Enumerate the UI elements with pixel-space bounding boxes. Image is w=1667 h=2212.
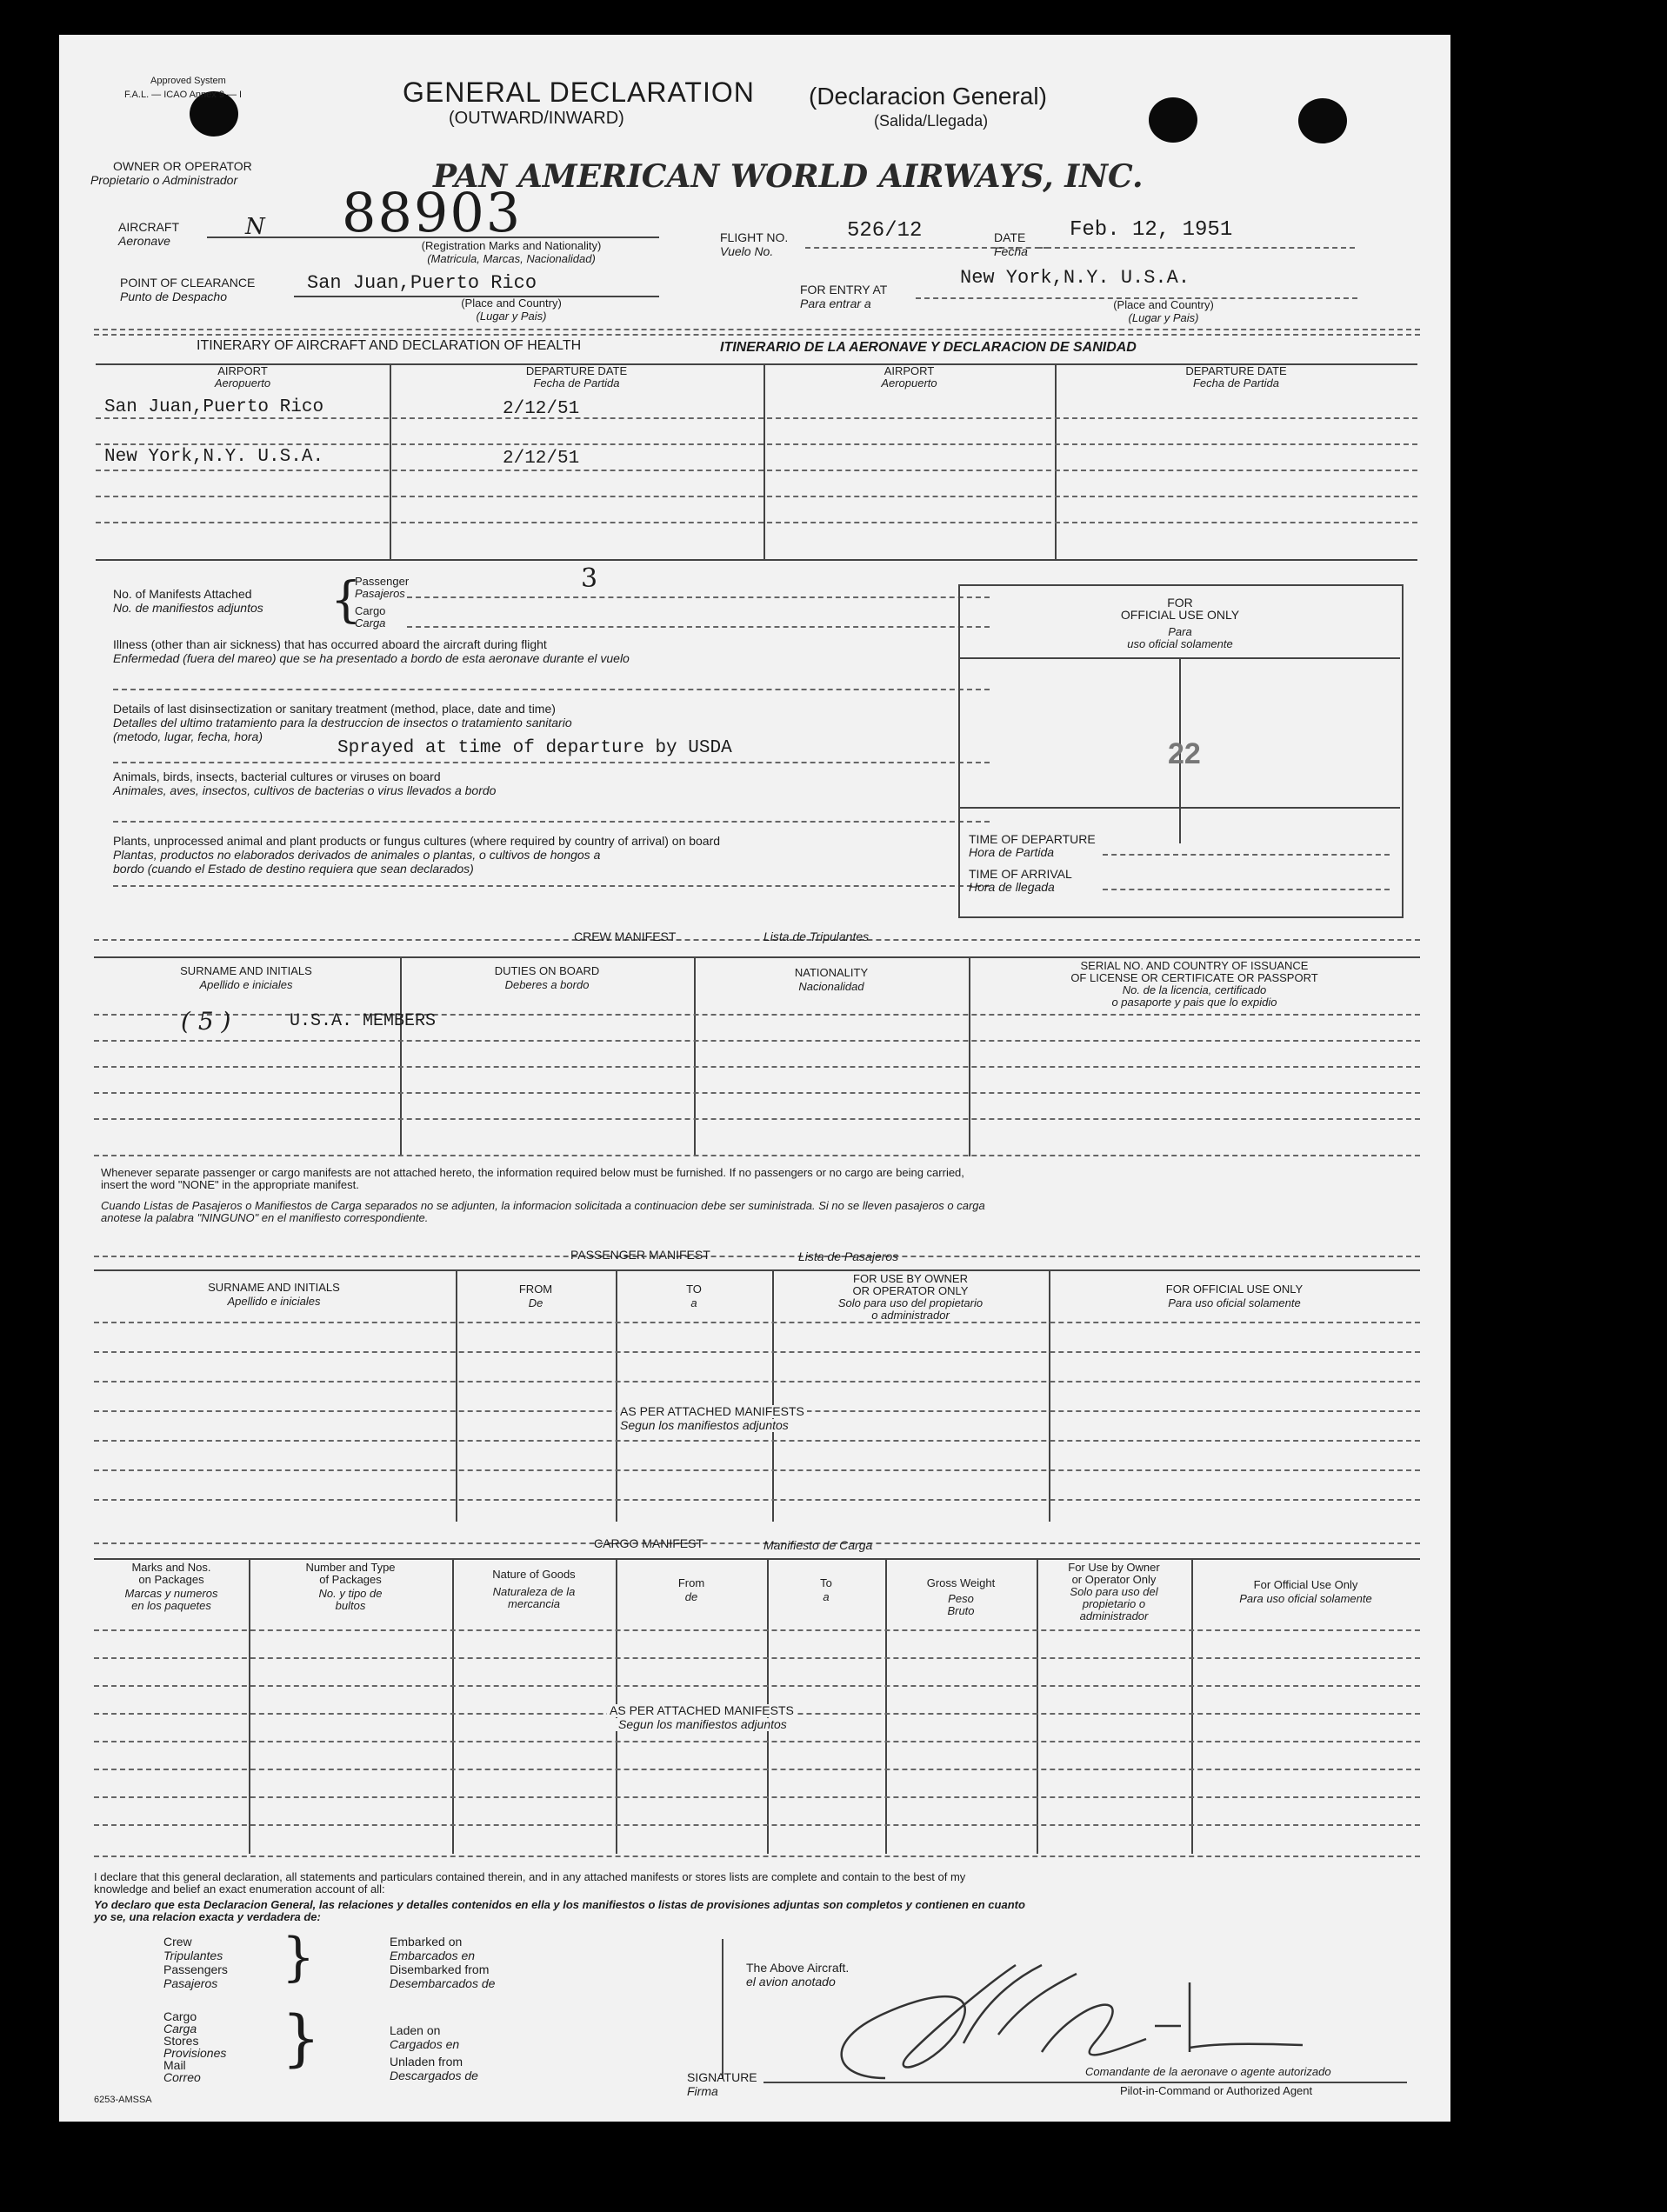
cargo-col-owner-es: Solo para uso del [1070,1585,1158,1598]
pax-note-es: Segun los manifiestos adjuntos [617,1419,791,1432]
pax-col-to-es: a [690,1296,697,1309]
flight-value: 526/12 [847,219,923,243]
decl-mail: Mail [163,2058,186,2072]
decl-passengers: Passengers [163,1962,228,1976]
cargo-col-nature-es: Naturaleza de la [492,1585,576,1598]
aircraft-label: AIRCRAFT [118,220,179,234]
departure-label-es: Hora de Partida [969,845,1055,859]
row-line [96,496,1417,497]
itinerary-airport-1: San Juan,Puerto Rico [104,397,324,417]
agent-label: Pilot-in-Command or Authorized Agent [1120,2084,1313,2097]
decl-laden: Laden on [390,2023,441,2037]
decl-aircraft: The Above Aircraft. [746,1961,850,1975]
official-divider [960,807,1400,809]
decl-crew-es: Tripulantes [163,1949,223,1962]
flight-label-es: Vuelo No. [720,244,774,258]
brace-icon: } [282,1927,316,1988]
arrival-label: TIME OF ARRIVAL [969,867,1072,881]
official-stamp: 22 [1168,737,1201,770]
decl-unladen-es: Descargados de [390,2069,478,2082]
clearance-note: (Place and Country) [461,296,562,310]
cargo-col-official: For Official Use Only [1253,1578,1358,1591]
row-line [94,1381,1420,1382]
punch-hole [1149,97,1197,143]
agent-label-es: Comandante de la aeronave o agente autorizado [1085,2065,1331,2078]
row-line [94,1118,1420,1120]
row-line [94,1351,1420,1353]
itinerary-col [763,363,765,559]
itinerary-date-1: 2/12/51 [503,399,580,419]
passenger-label-es: Pasajeros [355,587,405,600]
decl-aircraft-es: el avion anotado [746,1975,836,1989]
pax-col-official-es: Para uso oficial solamente [1168,1296,1301,1309]
entry-label-es: Para entrar a [800,296,871,310]
pax-col-to: TO [686,1283,702,1296]
divider [94,1256,1420,1257]
clearance-label-es: Punto de Despacho [120,290,227,303]
passenger-line [407,596,990,598]
row-line [94,1322,1420,1323]
passenger-label: Passenger [355,575,410,588]
crew-title-es: Lista de Tripulantes [763,929,870,943]
cargo-col-number-es-2: bultos [335,1599,366,1612]
signature-mark [781,1948,1320,2104]
decl-embarked-es: Embarcados en [390,1949,476,1962]
form-subtitle-es: (Salida/Llegada) [874,112,989,130]
divider [94,1155,1420,1156]
illness-label: Illness (other than air sickness) that has occurred aboard the aircraft during flight [113,637,547,651]
cargo-col-marks-es-2: en los paquetes [131,1599,211,1612]
divider [94,1856,1420,1857]
date-label: DATE [994,230,1026,244]
clearance-value: San Juan,Puerto Rico [307,272,537,294]
row-line [94,1629,1420,1631]
bracket-line [722,1939,723,2078]
signature-line [763,2082,1407,2083]
form-subtitle: (OUTWARD/INWARD) [449,109,624,128]
cargo-note: AS PER ATTACHED MANIFESTS [607,1704,797,1717]
plants-label-es2: bordo (cuando el Estado de destino requiera que sean declarados) [113,862,474,876]
passengers-title: PASSENGER MANIFEST [570,1248,710,1262]
date-label-es: Fecha [994,244,1028,258]
instruction-4: anotese la palabra "NINGUNO" en el manifiesto correspondiente. [101,1211,429,1224]
cargo-col-marks: Marks and Nos. [131,1561,211,1574]
cargo-col-number: Number and Type [305,1561,396,1574]
cargo-top [94,1558,1420,1560]
cargo-col-owner: For Use by Owner [1068,1561,1160,1574]
form-title-es: (Declaracion General) [809,83,1047,110]
itinerary-col [390,363,391,559]
aircraft-value: 88903 [342,181,523,244]
divider [94,939,1420,941]
form-number: 6253-AMSSA [94,2095,152,2105]
cargo-col-number-es: No. y tipo de [318,1587,383,1600]
registration-note: (Registration Marks and Nationality) [421,239,602,252]
cargo-col-nature: Nature of Goods [492,1568,576,1581]
col-departure-es-2: Fecha de Partida [1192,376,1279,390]
pax-note: AS PER ATTACHED MANIFESTS [617,1405,807,1418]
decl-stores-es: Provisiones [163,2046,227,2060]
decl-passengers-es: Pasajeros [163,1976,218,1990]
col-airport-es-2: Aeropuerto [881,376,937,390]
instruction-3: Cuando Listas de Pasajeros o Manifiestos de Carga separados no se adjunten, la informacion solicitada a continuacion debe ser suministrada. Si no se lleven pasajeros o carga [101,1199,985,1212]
date-value: Feb. 12, 1951 [1070,218,1233,242]
signature-label: SIGNATURE [687,2070,757,2084]
row-line [96,470,1417,471]
form-title: GENERAL DECLARATION [403,77,755,108]
row-line [96,522,1417,523]
row-line [94,1469,1420,1471]
departure-label: TIME OF DEPARTURE [969,832,1096,846]
row-line [94,1796,1420,1798]
pax-col-from-es: De [528,1296,543,1309]
row-line [94,1092,1420,1094]
crew-title: CREW MANIFEST [574,929,677,943]
entry-note-es: (Lugar y Pais) [1128,311,1199,324]
cargo-col-marks-2: on Packages [138,1573,204,1586]
crew-col-serial: SERIAL NO. AND COUNTRY OF ISSUANCE [1080,959,1309,972]
owner-label: OWNER OR OPERATOR [113,159,252,173]
itinerary-title: ITINERARY OF AIRCRAFT AND DECLARATION OF HEALTH [197,338,582,353]
passengers-title-es: Lista de Pasajeros [798,1249,899,1263]
clearance-note-es: (Lugar y Pais) [476,310,547,323]
cargo-col-owner-es-3: administrador [1079,1609,1149,1622]
cargo-title: CARGO MANIFEST [594,1536,704,1550]
cargo-label-es: Carga [355,616,386,630]
clearance-label: POINT OF CLEARANCE [120,276,256,290]
disinsect-label-es2: (metodo, lugar, fecha, hora) [113,730,263,743]
cargo-col-owner-es-2: propietario o [1082,1597,1146,1610]
cargo-line [407,626,990,628]
cargo-note-es: Segun los manifiestos adjuntos [616,1718,790,1731]
brace-icon: } [282,2002,321,2074]
manifests-label-es: No. de manifiestos adjuntos [113,601,263,615]
passengers-top [94,1269,1420,1271]
crew-col-serial-2: OF LICENSE OR CERTIFICATE OR PASSPORT [1070,971,1318,984]
cargo-col-to-es: a [823,1590,830,1603]
crew-col-serial-es-2: o pasaporte y pais que lo expidio [1111,996,1277,1009]
crew-col-name-es: Apellido e iniciales [199,978,293,991]
decl-crew: Crew [163,1935,192,1949]
col-departure-2: DEPARTURE DATE [1185,364,1287,377]
itinerary-airport-2: New York,N.Y. U.S.A. [104,447,324,467]
flight-label: FLIGHT NO. [720,230,789,244]
cargo-col-weight: Gross Weight [926,1576,996,1589]
disinsect-line [113,762,990,763]
col-airport: AIRPORT [217,364,268,377]
divider [94,334,1420,336]
col-departure-es: Fecha de Partida [533,376,620,390]
entry-label: FOR ENTRY AT [800,283,888,296]
signature-label-es: Firma [687,2084,718,2098]
crew-col-serial-es: No. de la licencia, certificado [1122,983,1267,996]
row-line [94,1769,1420,1770]
official-title: FOR [1167,596,1193,610]
disinsect-value: Sprayed at time of departure by USDA [337,738,732,758]
declaration-form [59,35,1450,2122]
col-airport-2: AIRPORT [884,364,935,377]
cargo-col-from: From [677,1576,705,1589]
itinerary-bottom [96,559,1417,561]
decl-stores: Stores [163,2034,199,2048]
aircraft-label-es: Aeronave [118,234,170,248]
plants-line [113,885,990,887]
cargo-col-nature-es-2: mercancia [508,1597,560,1610]
owner-value: PAN AMERICAN WORLD AIRWAYS, INC. [433,158,1144,195]
annex-ref: F.A.L. — ICAO Annex 9 — I [124,90,243,100]
instruction-2: insert the word "NONE" in the appropriate manifest. [101,1178,359,1191]
row-line [94,1499,1420,1501]
declaration-2: knowledge and belief an exact enumeration account of all: [94,1882,385,1896]
pax-col-from: FROM [518,1283,553,1296]
cargo-col-weight-es-2: Bruto [947,1604,975,1617]
entry-note: (Place and Country) [1113,298,1214,311]
pax-col-name: SURNAME AND INITIALS [208,1281,340,1294]
row-line [94,1657,1420,1659]
decl-mail-es: Correo [163,2070,201,2084]
departure-line [1103,854,1390,856]
animals-line [113,821,990,823]
crew-col-duties-es: Deberes a bordo [504,978,590,991]
aircraft-prefix: N [245,214,265,240]
arrival-label-es: Hora de llegada [969,880,1055,894]
decl-laden-es: Cargados en [390,2037,460,2051]
plants-label-es: Plantas, productos no elaborados derivados de animales o plantas, o cultivos de hongos a [113,848,601,862]
declaration-1: I declare that this general declaration, all statements and particulars contained therein, and in any attached manifests or stores lists are complete and contain to the best of my [94,1870,966,1883]
crew-col-name: SURNAME AND INITIALS [180,964,312,977]
crew-col-duties: DUTIES ON BOARD [494,964,600,977]
row-line [94,1066,1420,1068]
crew-col-nationality-es: Nacionalidad [798,980,864,993]
col-departure: DEPARTURE DATE [525,364,628,377]
cargo-col-marks-es: Marcas y numeros [124,1587,218,1600]
declaration-3: Yo declaro que esta Declaracion General, las relaciones y detalles contenidos en ella y los manifiestos o listas de provisiones adjuntas son completos y contienen en cuanto [94,1898,1025,1911]
decl-disembarked-es: Desembarcados de [390,1976,496,1990]
row-line [96,443,1417,445]
decl-disembarked: Disembarked from [390,1962,490,1976]
disinsect-label-es: Detalles del ultimo tratamiento para la destruccion de insectos o tratamiento sanitario [113,716,572,730]
passenger-count: 3 [581,563,598,594]
row-line [94,1741,1420,1742]
pax-col-owner-es-2: o administrador [871,1309,950,1322]
declaration-4: yo se, una relacion exacta y verdadera de: [94,1910,321,1923]
date-line [1037,247,1355,249]
decl-cargo: Cargo [163,2009,197,2023]
cargo-col-to: To [820,1576,832,1589]
pax-col-owner-es: Solo para uso del propietario [837,1296,984,1309]
cargo-col-weight-es: Peso [948,1592,974,1605]
arrival-line [1103,889,1390,890]
pax-col-owner: FOR USE BY OWNER [853,1272,968,1285]
registration-note-es: (Matricula, Marcas, Nacionalidad) [427,252,596,265]
animals-label: Animals, birds, insects, bacterial cultures or viruses on board [113,770,441,783]
col-airport-es: Aeropuerto [214,376,271,390]
entry-value: New York,N.Y. U.S.A. [960,267,1190,289]
disinsect-label: Details of last disinsectization or sanitary treatment (method, place, date and time) [113,702,556,716]
row-line [96,417,1417,419]
decl-unladen: Unladen from [390,2055,463,2069]
approved-system: Approved System [150,76,226,86]
cargo-col-from-es: de [684,1590,698,1603]
itinerary-date-2: 2/12/51 [503,449,580,469]
cargo-title-es: Manifiesto de Carga [763,1538,873,1552]
cargo-col-official-es: Para uso oficial solamente [1239,1592,1372,1605]
pax-col-owner-2: OR OPERATOR ONLY [852,1284,969,1297]
illness-line [113,689,990,690]
crew-entry-count: ( 5 ) [181,1007,231,1036]
owner-label-es: Propietario o Administrador [90,173,238,187]
official-title-2: OFFICIAL USE ONLY [1120,608,1240,622]
punch-hole [1298,98,1347,143]
divider [94,1542,1420,1544]
itinerary-col [1055,363,1057,559]
cargo-col-number-2: of Packages [319,1573,382,1586]
crew-top [94,956,1420,958]
instruction-1: Whenever separate passenger or cargo manifests are not attached hereto, the information required below must be furnished. If no passengers or no cargo are being carried, [101,1166,964,1179]
brace-icon: { [330,572,362,629]
divider [94,329,1420,330]
cargo-label: Cargo [355,604,386,617]
decl-embarked: Embarked on [390,1935,463,1949]
row-line [94,1824,1420,1826]
cargo-col-owner-2: or Operator Only [1071,1573,1157,1586]
animals-label-es: Animales, aves, insectos, cultivos de bacterias o virus llevados a bordo [113,783,497,797]
crew-col-nationality: NATIONALITY [794,966,869,979]
pax-col-official: FOR OFFICIAL USE ONLY [1165,1283,1304,1296]
itinerary-title-es: ITINERARIO DE LA AERONAVE Y DECLARACION DE SANIDAD [720,340,1137,355]
crew-entry-text: U.S.A. MEMBERS [290,1011,437,1031]
plants-label: Plants, unprocessed animal and plant products or fungus cultures (where required by country of arrival) on board [113,834,721,848]
official-title-es-2: uso oficial solamente [1127,637,1233,650]
official-title-es: Para [1168,625,1192,638]
illness-label-es: Enfermedad (fuera del mareo) que se ha presentado a bordo de esta aeronave durante el vuelo [113,651,630,665]
decl-cargo-es: Carga [163,2022,197,2035]
row-line [94,1040,1420,1042]
row-line [94,1685,1420,1687]
row-line [94,1440,1420,1442]
pax-col-name-es: Apellido e iniciales [227,1295,321,1308]
manifests-label: No. of Manifests Attached [113,587,252,601]
